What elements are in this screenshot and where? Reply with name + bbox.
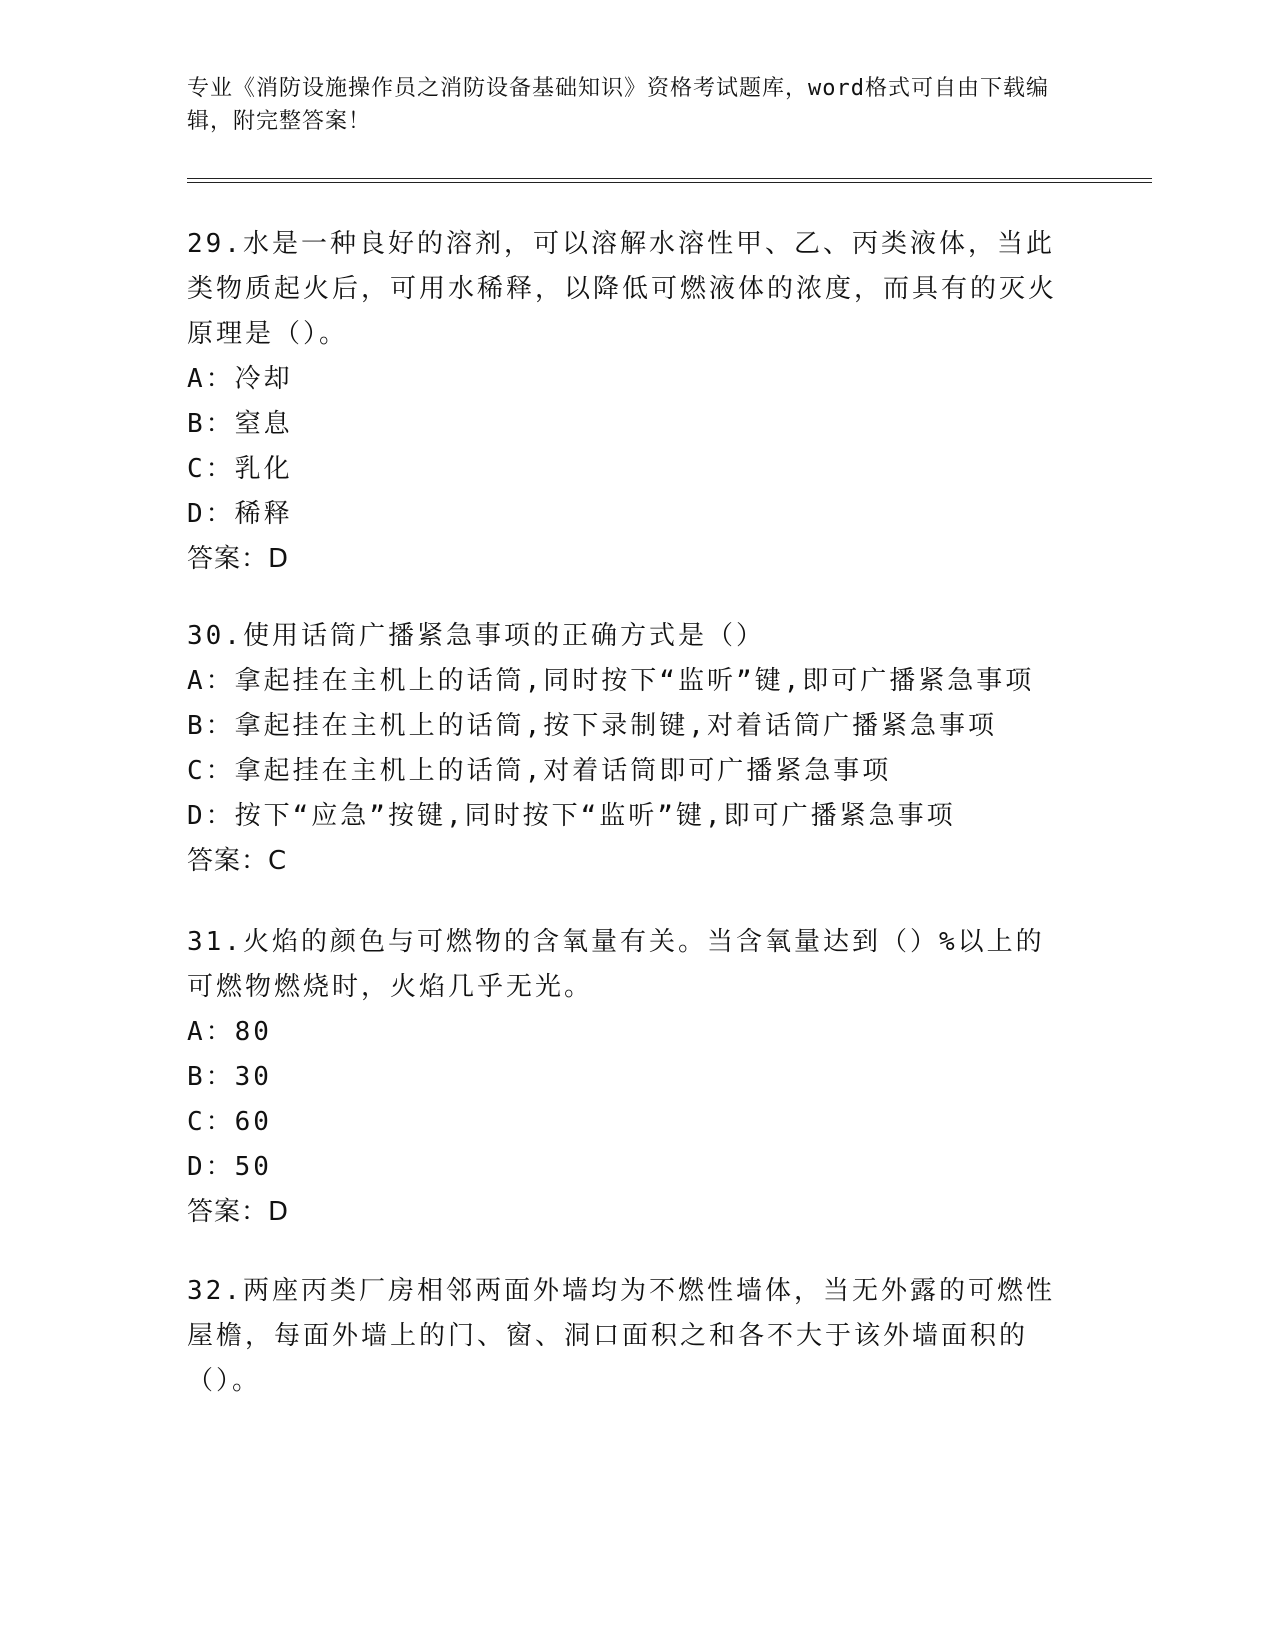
- question-text: 32.两座丙类厂房相邻两面外墙均为不燃性墙体，当无外露的可燃性屋檐，每面外墙上的门、窗、洞口面积之和各不大于该外墙面积的（）。: [187, 1276, 1055, 1396]
- question-text: 31.火焰的颜色与可燃物的含氧量有关。当含氧量达到（）%以上的可燃物燃烧时，火焰几乎无光。: [187, 927, 1045, 1002]
- option-a: A：80: [187, 1017, 272, 1047]
- question-32: [187, 1269, 1067, 1404]
- option-b: B：拿起挂在主机上的话筒,按下录制键,对着话筒广播紧急事项: [187, 711, 997, 741]
- option-c: C：乳化: [187, 454, 293, 484]
- answer: 答案：D: [187, 544, 290, 574]
- option-d: D：按下“应急”按键,同时按下“监听”键,即可广播紧急事项: [187, 801, 956, 831]
- option-d: D：稀释: [187, 499, 293, 529]
- question-text: 30.使用话筒广播紧急事项的正确方式是（）: [187, 621, 765, 651]
- option-d: D：50: [187, 1152, 272, 1182]
- option-c: C：60: [187, 1107, 272, 1137]
- header-divider: [187, 178, 1152, 183]
- option-b: B：30: [187, 1062, 272, 1092]
- answer: 答案：C: [187, 846, 288, 876]
- option-a: A：拿起挂在主机上的话筒,同时按下“监听”键,即可广播紧急事项: [187, 666, 1035, 696]
- option-a: A：冷却: [187, 364, 293, 394]
- option-b: B：窒息: [187, 409, 293, 439]
- question-29: [187, 222, 1067, 582]
- option-c: C：拿起挂在主机上的话筒,对着话筒即可广播紧急事项: [187, 756, 892, 786]
- question-text: 29.水是一种良好的溶剂，可以溶解水溶性甲、乙、丙类液体，当此类物质起火后，可用水稀释，以降低可燃液体的浓度，而具有的灭火原理是（）。: [187, 229, 1058, 349]
- document-header: [187, 72, 1067, 138]
- question-31: [187, 920, 1067, 1235]
- answer: 答案：D: [187, 1197, 290, 1227]
- header-text: 专业《消防设施操作员之消防设备基础知识》资格考试题库，word格式可自由下载编辑，附完整答案！: [187, 76, 1049, 134]
- question-30: [187, 614, 1067, 884]
